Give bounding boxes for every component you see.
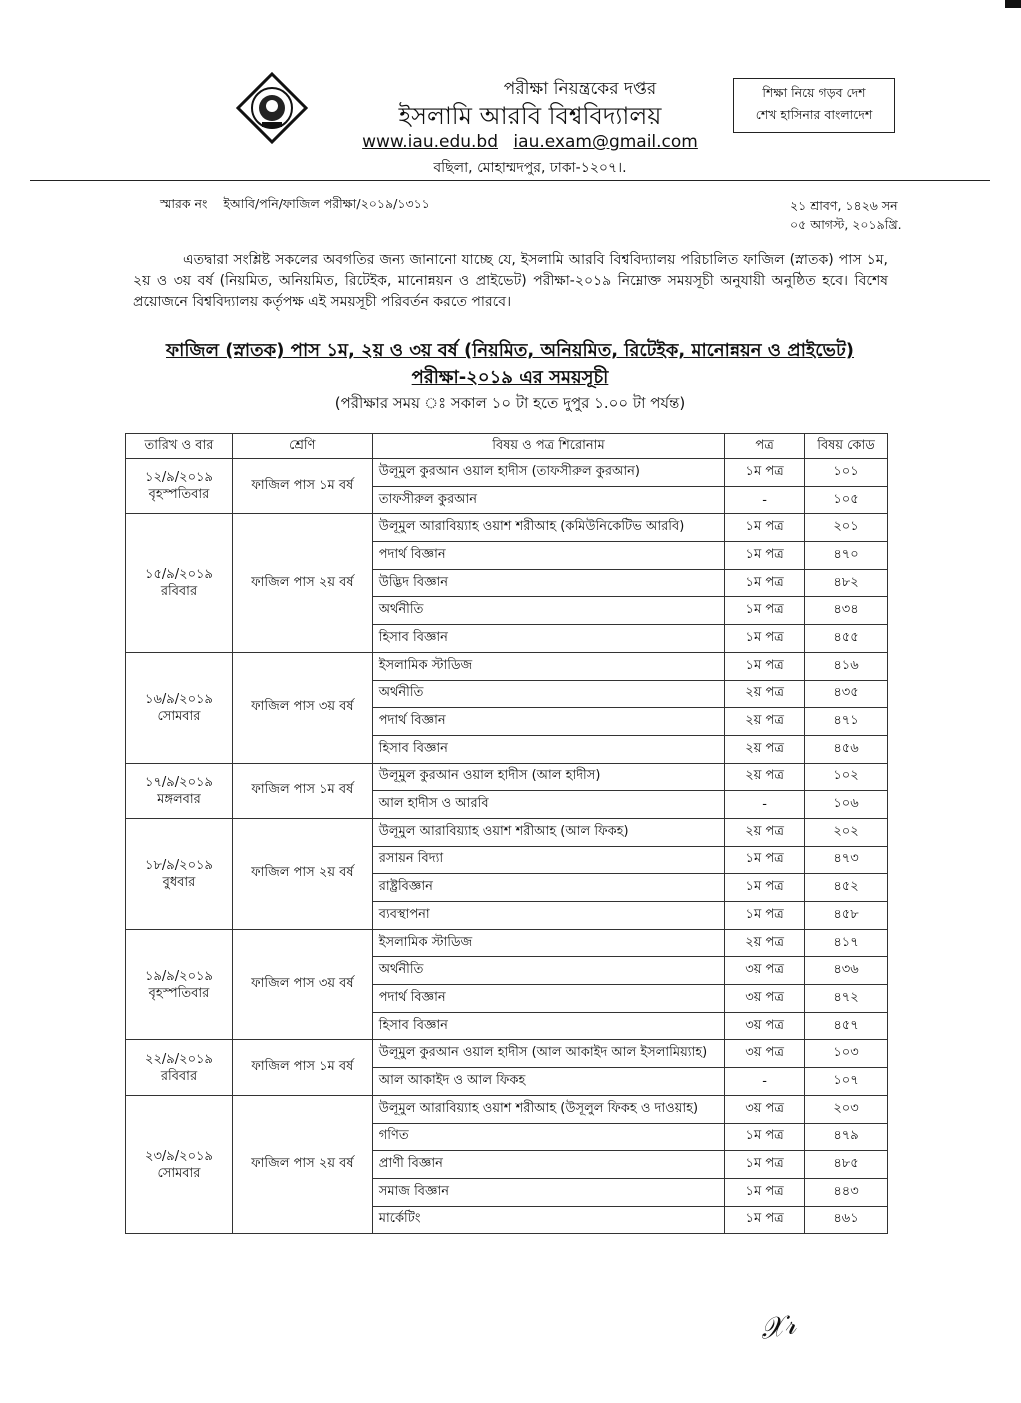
table-row xyxy=(126,652,888,680)
subject-cell: অর্থনীতি xyxy=(372,957,724,985)
code-cell: ৪৩৪ xyxy=(805,597,888,625)
paper-cell: ১ম পত্র xyxy=(725,569,805,597)
table-row xyxy=(126,818,888,846)
code-cell: ৪৭৩ xyxy=(805,846,888,874)
subject-cell: অর্থনীতি xyxy=(372,597,724,625)
contact-links xyxy=(300,132,760,152)
notice-paragraph: এতদ্বারা সংশ্লিষ্ট সকলের অবগতির জন্য জানানো যাচ্ছে যে, ইসলামি আরবি বিশ্ববিদ্যালয় পরিচালিত ফাজিল (স্নাতক) পাস ১ম, ২য় ও ৩য় বর্ষ (নিয়মিত, অনিয়মিত, রিটেইক, মানোন্নয়ন ও প্রাইভেট) পরীক্ষা-২০১৯ নিম্নোক্ত সময়সূচী অনুযায়ী অনুষ্ঠিত হবে। বিশেষ প্রয়োজনে বিশ্ববিদ্যালয় কর্তৃপক্ষ এই সময়সূচী পরিবর্তন করতে পারবে। xyxy=(133,252,888,310)
exam-date: ১৯/৯/২০১৯ xyxy=(145,968,213,984)
paper-cell: ২য় পত্র xyxy=(725,680,805,708)
code-cell: ২০২ xyxy=(805,818,888,846)
code-cell: ৪৫৭ xyxy=(805,1012,888,1040)
subject-cell: ইসলামিক স্টাডিজ xyxy=(372,929,724,957)
subject-cell: উলূমুল কুরআন ওয়াল হাদীস (আল আকাইদ আল ইসলামিয়্যাহ) xyxy=(372,1040,724,1068)
table-row xyxy=(126,459,888,487)
paper-cell: ১ম পত্র xyxy=(725,846,805,874)
code-cell: ৪১৭ xyxy=(805,929,888,957)
paper-cell: ১ম পত্র xyxy=(725,1151,805,1179)
exam-day: রবিবার xyxy=(160,1068,198,1084)
paper-cell: ৩য় পত্র xyxy=(725,985,805,1013)
address: বছিলা, মোহাম্মদপুর, ঢাকা-১২০৭।. xyxy=(433,160,627,176)
class-cell: ফাজিল পাস ১ম বর্ষ xyxy=(232,1040,372,1095)
subject-cell: হিসাব বিজ্ঞান xyxy=(372,625,724,653)
paper-cell: ২য় পত্র xyxy=(725,763,805,791)
subject-cell: রাষ্ট্রবিজ্ঞান xyxy=(372,874,724,902)
exam-day: বৃহস্পতিবার xyxy=(148,985,210,1001)
slogan-line-1: শিক্ষা নিয়ে গড়ব দেশ xyxy=(762,85,866,100)
date-bangla: ২১ শ্রাবণ, ১৪২৬ সন xyxy=(790,198,898,213)
subject-cell: পদার্থ বিজ্ঞান xyxy=(372,985,724,1013)
header-paper: পত্র xyxy=(725,434,805,459)
subject-cell: উদ্ভিদ বিজ্ঞান xyxy=(372,569,724,597)
paper-cell: ৩য় পত্র xyxy=(725,1095,805,1123)
table-row xyxy=(126,763,888,791)
scan-edge-mark xyxy=(1005,0,1021,8)
code-cell: ৪৫৫ xyxy=(805,625,888,653)
class-cell: ফাজিল পাস ২য় বর্ষ xyxy=(232,818,372,929)
paper-cell: ১ম পত্র xyxy=(725,1178,805,1206)
exam-day: সোমবার xyxy=(157,1165,201,1181)
code-cell: ৪৮২ xyxy=(805,569,888,597)
subject-cell: পদার্থ বিজ্ঞান xyxy=(372,542,724,570)
paper-cell: ২য় পত্র xyxy=(725,818,805,846)
code-cell: ৪৫২ xyxy=(805,874,888,902)
date-cell xyxy=(126,652,233,763)
code-cell: ৪৫৮ xyxy=(805,902,888,930)
slogan-box xyxy=(733,78,895,133)
paper-cell: ১ম পত্র xyxy=(725,902,805,930)
exam-day: বৃহস্পতিবার xyxy=(148,487,210,503)
code-cell: ২০৩ xyxy=(805,1095,888,1123)
exam-date: ১৮/৯/২০১৯ xyxy=(145,857,213,873)
website-link[interactable]: www.iau.edu.bd xyxy=(362,132,499,152)
table-row xyxy=(126,514,888,542)
code-cell: ৪৭২ xyxy=(805,985,888,1013)
class-cell: ফাজিল পাস ২য় বর্ষ xyxy=(232,1095,372,1233)
class-cell: ফাজিল পাস ১ম বর্ষ xyxy=(232,763,372,818)
paper-cell: ৩য় পত্র xyxy=(725,957,805,985)
memo-number: ইআবি/পনি/ফাজিল পরীক্ষা/২০১৯/১৩১১ xyxy=(223,196,430,211)
class-cell: ফাজিল পাস ২য় বর্ষ xyxy=(232,514,372,652)
schedule-subtitle: পরীক্ষা-২০১৯ এর সময়সূচী xyxy=(411,367,609,388)
exam-day: বুধবার xyxy=(162,874,196,890)
subject-cell: ইসলামিক স্টাডিজ xyxy=(372,652,724,680)
slogan-line-2: শেখ হাসিনার বাংলাদেশ xyxy=(755,107,873,122)
subject-cell: হিসাব বিজ্ঞান xyxy=(372,735,724,763)
exam-date: ১৬/৯/২০১৯ xyxy=(145,691,213,707)
exam-date: ১২/৯/২০১৯ xyxy=(145,470,213,486)
paper-cell: ৩য় পত্র xyxy=(725,1012,805,1040)
university-logo xyxy=(236,72,308,144)
subject-cell: প্রাণী বিজ্ঞান xyxy=(372,1151,724,1179)
table-row xyxy=(126,1095,888,1123)
subject-cell: ব্যবস্থাপনা xyxy=(372,902,724,930)
code-cell: ৪৩৫ xyxy=(805,680,888,708)
university-name: ইসলামি আরবি বিশ্ববিদ্যালয় xyxy=(398,102,662,130)
exam-date: ১৭/৯/২০১৯ xyxy=(145,774,213,790)
memo-label: স্মারক নং xyxy=(160,196,208,211)
office-name: পরীক্ষা নিয়ন্ত্রকের দপ্তর xyxy=(503,79,657,99)
paper-cell: ১ম পত্র xyxy=(725,542,805,570)
subject-cell: গণিত xyxy=(372,1123,724,1151)
subject-cell: উলূমুল আরাবিয়্যাহ ওয়াশ শরীআহ (আল ফিকহ) xyxy=(372,818,724,846)
exam-day: মঙ্গলবার xyxy=(157,791,201,807)
class-cell: ফাজিল পাস ৩য় বর্ষ xyxy=(232,652,372,763)
exam-date: ২৩/৯/২০১৯ xyxy=(145,1148,213,1164)
header-divider xyxy=(30,180,990,181)
date-cell xyxy=(126,763,233,818)
exam-schedule-table xyxy=(125,433,888,1234)
code-cell: ৪৬১ xyxy=(805,1206,888,1234)
paper-cell: ১ম পত্র xyxy=(725,652,805,680)
subject-cell: রসায়ন বিদ্যা xyxy=(372,846,724,874)
date-cell xyxy=(126,818,233,929)
date-cell xyxy=(126,514,233,652)
paper-cell: ১ম পত্র xyxy=(725,459,805,487)
signature: 𝒳𝓇 xyxy=(757,1307,799,1346)
paper-cell: ১ম পত্র xyxy=(725,625,805,653)
paper-cell: - xyxy=(725,791,805,819)
subject-cell: উলূমুল কুরআন ওয়াল হাদীস (আল হাদীস) xyxy=(372,763,724,791)
code-cell: ৪৩৬ xyxy=(805,957,888,985)
code-cell: ১০৩ xyxy=(805,1040,888,1068)
subject-cell: আল আকাইদ ও আল ফিকহ xyxy=(372,1068,724,1096)
code-cell: ৪১৬ xyxy=(805,652,888,680)
date-english: ০৫ আগস্ট, ২০১৯খ্রি. xyxy=(790,217,902,232)
header-subject: বিষয় ও পত্র শিরোনাম xyxy=(372,434,724,459)
class-cell: ফাজিল পাস ৩য় বর্ষ xyxy=(232,929,372,1040)
table-header-row xyxy=(126,434,888,459)
code-cell: ১০৫ xyxy=(805,486,888,514)
paper-cell: ২য় পত্র xyxy=(725,735,805,763)
header-class: শ্রেণি xyxy=(232,434,372,459)
paper-cell: ২য় পত্র xyxy=(725,929,805,957)
paper-cell: ১ম পত্র xyxy=(725,514,805,542)
email-link[interactable]: iau.exam@gmail.com xyxy=(513,132,698,152)
header-code: বিষয় কোড xyxy=(805,434,888,459)
code-cell: ৪৭০ xyxy=(805,542,888,570)
subject-cell: মার্কেটিং xyxy=(372,1206,724,1234)
paper-cell: ১ম পত্র xyxy=(725,874,805,902)
date-cell xyxy=(126,1095,233,1233)
subject-cell: হিসাব বিজ্ঞান xyxy=(372,1012,724,1040)
exam-day: রবিবার xyxy=(160,584,198,600)
subject-cell: উলূমুল আরাবিয়্যাহ ওয়াশ শরীআহ (কমিউনিকেটিভ আরবি) xyxy=(372,514,724,542)
code-cell: ১০৭ xyxy=(805,1068,888,1096)
paper-cell: - xyxy=(725,486,805,514)
code-cell: ২০১ xyxy=(805,514,888,542)
table-row xyxy=(126,929,888,957)
header-date: তারিখ ও বার xyxy=(126,434,233,459)
date-cell xyxy=(126,929,233,1040)
code-cell: ১০২ xyxy=(805,763,888,791)
subject-cell: সমাজ বিজ্ঞান xyxy=(372,1178,724,1206)
code-cell: ৪৭৯ xyxy=(805,1123,888,1151)
subject-cell: পদার্থ বিজ্ঞান xyxy=(372,708,724,736)
subject-cell: উলূমুল কুরআন ওয়াল হাদীস (তাফসীরুল কুরআন) xyxy=(372,459,724,487)
paper-cell: ৩য় পত্র xyxy=(725,1040,805,1068)
paper-cell: ১ম পত্র xyxy=(725,1123,805,1151)
paper-cell: ১ম পত্র xyxy=(725,597,805,625)
paper-cell: - xyxy=(725,1068,805,1096)
subject-cell: উলূমুল আরাবিয়্যাহ ওয়াশ শরীআহ (উসূলুল ফিকহ ও দাওয়াহ) xyxy=(372,1095,724,1123)
code-cell: ৪৫৬ xyxy=(805,735,888,763)
exam-day: সোমবার xyxy=(157,708,201,724)
exam-date: ২২/৯/২০১৯ xyxy=(145,1051,213,1067)
exam-time: (পরীক্ষার সময় ঃ সকাল ১০ টা হতে দুপুর ১.০০ টা পর্যন্ত) xyxy=(334,394,686,412)
date-cell xyxy=(126,1040,233,1095)
class-cell: ফাজিল পাস ১ম বর্ষ xyxy=(232,459,372,514)
subject-cell: তাফসীরুল কুরআন xyxy=(372,486,724,514)
code-cell: ৪৮৫ xyxy=(805,1151,888,1179)
code-cell: ৪৪৩ xyxy=(805,1178,888,1206)
code-cell: ১০৬ xyxy=(805,791,888,819)
memo-dates xyxy=(790,196,902,234)
schedule-title: ফাজিল (স্নাতক) পাস ১ম, ২য় ও ৩য় বর্ষ (নিয়মিত, অনিয়মিত, রিটেইক, মানোন্নয়ন ও প্রাইভেট) xyxy=(166,340,854,361)
memo-reference xyxy=(160,196,430,216)
code-cell: ১০১ xyxy=(805,459,888,487)
code-cell: ৪৭১ xyxy=(805,708,888,736)
paper-cell: ২য় পত্র xyxy=(725,708,805,736)
table-row xyxy=(126,1040,888,1068)
subject-cell: আল হাদীস ও আরবি xyxy=(372,791,724,819)
exam-date: ১৫/৯/২০১৯ xyxy=(145,567,213,583)
paper-cell: ১ম পত্র xyxy=(725,1206,805,1234)
date-cell xyxy=(126,459,233,514)
subject-cell: অর্থনীতি xyxy=(372,680,724,708)
